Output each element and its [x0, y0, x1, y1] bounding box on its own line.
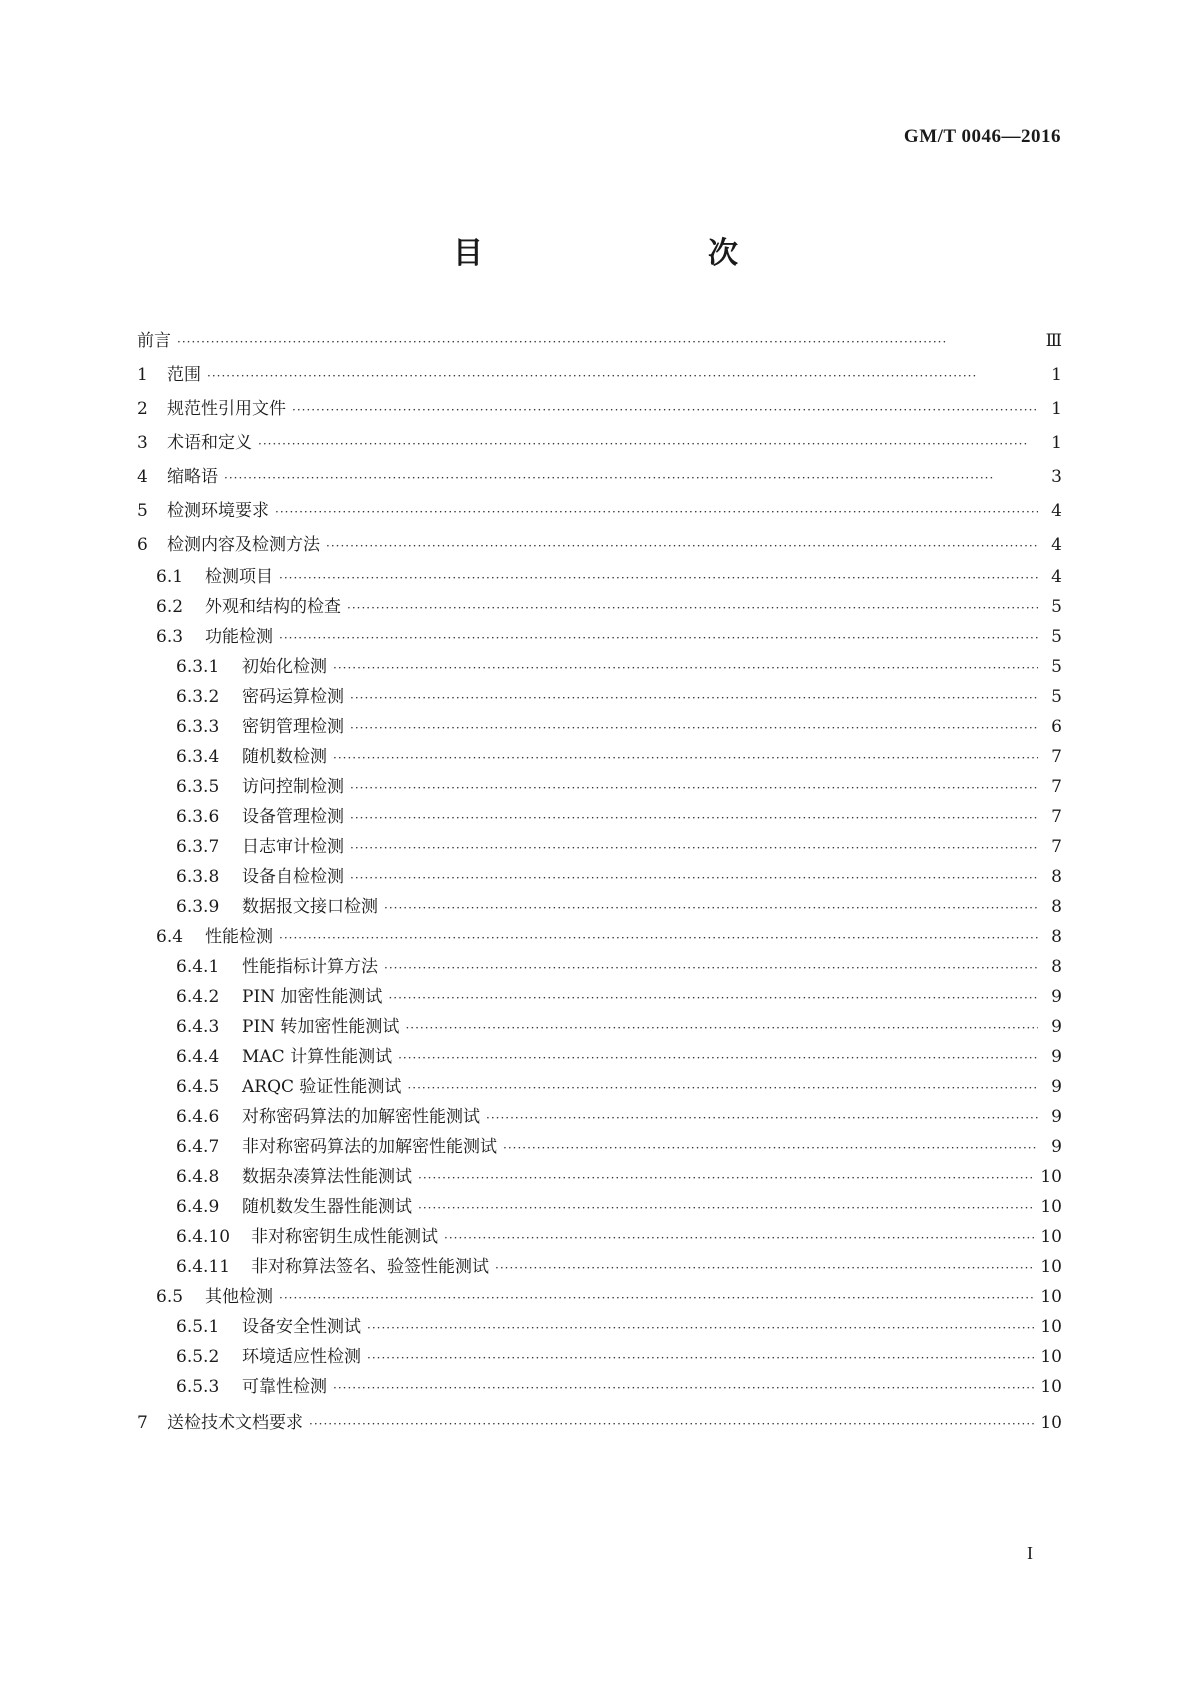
toc-entry[interactable]	[137, 712, 1062, 737]
toc-entry-label: 前言	[137, 331, 171, 351]
toc-entry-page: 8	[1051, 927, 1062, 947]
toc-entry-number: 6.4.10	[176, 1227, 231, 1247]
toc-entry[interactable]	[137, 1252, 1062, 1277]
toc-entry[interactable]	[137, 682, 1062, 707]
toc-entry-number: 6	[137, 535, 148, 555]
toc-leader-dots	[350, 781, 1038, 795]
toc-leader-dots	[275, 505, 1038, 519]
toc-entry-number: 6.3.6	[176, 807, 220, 827]
toc-entry[interactable]	[137, 742, 1062, 767]
toc-leader-dots	[384, 901, 1038, 915]
toc-entry-page: 9	[1051, 1137, 1062, 1157]
toc-leader-dots	[350, 841, 1038, 855]
toc-leader-dots	[384, 961, 1038, 975]
toc-entry-number: 6.4	[156, 927, 184, 947]
standard-code: GM/T 0046—2016	[903, 126, 1061, 147]
toc-entry-page: 10	[1040, 1287, 1062, 1307]
toc-entry-number: 6.4.3	[176, 1017, 220, 1037]
toc-entry-label: 非对称密码算法的加解密性能测试	[242, 1137, 497, 1157]
toc-entry-page: 8	[1051, 957, 1062, 977]
toc-entry-page: 8	[1051, 867, 1062, 887]
toc-entry-label: 初始化检测	[242, 657, 327, 677]
toc-leader-dots	[333, 751, 1038, 765]
toc-entry[interactable]	[137, 892, 1062, 917]
toc-entry-label: 非对称密钥生成性能测试	[251, 1227, 438, 1247]
toc-entry-page: 10	[1040, 1197, 1062, 1217]
toc-entry[interactable]	[137, 1162, 1062, 1187]
toc-entry-page: 10	[1040, 1347, 1062, 1367]
toc-entry-page: 10	[1040, 1167, 1062, 1187]
toc-leader-dots	[444, 1231, 1034, 1245]
toc-entry-page: 9	[1051, 987, 1062, 1007]
toc-entry-number: 6.4.6	[176, 1107, 220, 1127]
toc-entry-number: 6.3.3	[176, 717, 220, 737]
toc-entry-label: 环境适应性检测	[242, 1347, 361, 1367]
toc-entry-page: 10	[1040, 1317, 1062, 1337]
toc-entry-page: 9	[1051, 1047, 1062, 1067]
toc-entry-label: 检测项目	[205, 567, 273, 587]
toc-entry[interactable]	[137, 496, 1062, 521]
toc-leader-dots	[350, 721, 1038, 735]
toc-entry[interactable]	[137, 982, 1062, 1007]
toc-entry[interactable]	[137, 1372, 1062, 1397]
toc-entry[interactable]	[137, 394, 1062, 419]
toc-leader-dots	[347, 601, 1038, 615]
toc-entry-number: 1	[137, 365, 148, 385]
toc-entry-number: 6.3.8	[176, 867, 220, 887]
toc-entry-page: 1	[1051, 433, 1062, 453]
toc-entry[interactable]	[137, 1042, 1062, 1067]
toc-entry-label: 可靠性检测	[242, 1377, 327, 1397]
toc-entry[interactable]	[137, 622, 1062, 647]
toc-leader-dots	[333, 1381, 1034, 1395]
toc-entry-number: 6.3.7	[176, 837, 220, 857]
toc-entry-page: 4	[1051, 501, 1062, 521]
toc-entry-number: 6.3.1	[176, 657, 220, 677]
toc-entry-label: PIN 转加密性能测试	[242, 1017, 400, 1037]
toc-leader-dots	[279, 631, 1038, 645]
toc-entry[interactable]	[137, 1408, 1062, 1433]
toc-leader-dots	[177, 335, 1038, 349]
toc-entry-label: 检测环境要求	[167, 501, 269, 521]
toc-entry-number: 6.3.4	[176, 747, 220, 767]
toc-leader-dots	[326, 539, 1038, 553]
toc-entry-page: 10	[1040, 1257, 1062, 1277]
toc-leader-dots	[292, 403, 1038, 417]
toc-leader-dots	[405, 1021, 1038, 1035]
toc-entry-label: 随机数检测	[242, 747, 327, 767]
toc-leader-dots	[495, 1261, 1034, 1275]
toc-entry-number: 6.3.2	[176, 687, 220, 707]
toc-entry[interactable]	[137, 1132, 1062, 1157]
toc-entry-page: 9	[1051, 1017, 1062, 1037]
toc-entry-page: 3	[1051, 467, 1062, 487]
toc-entry-label: 随机数发生器性能测试	[242, 1197, 412, 1217]
toc-entry-number: 6.4.8	[176, 1167, 220, 1187]
toc-entry-label: 其他检测	[205, 1287, 273, 1307]
toc-entry-number: 6.5	[156, 1287, 184, 1307]
toc-leader-dots	[418, 1201, 1034, 1215]
toc-entry-page: 4	[1051, 535, 1062, 555]
toc-entry-page: 1	[1051, 399, 1062, 419]
page-title: 目 次	[453, 236, 793, 271]
toc-entry[interactable]	[137, 652, 1062, 677]
toc-entry-number: 6.4.4	[176, 1047, 220, 1067]
toc-entry-page: 6	[1051, 717, 1062, 737]
toc-entry-page: 7	[1051, 807, 1062, 827]
toc-entry-number: 3	[137, 433, 148, 453]
toc-entry-page: 8	[1051, 897, 1062, 917]
toc-entry[interactable]	[137, 922, 1062, 947]
toc-entry[interactable]	[137, 1072, 1062, 1097]
toc-leader-dots	[388, 991, 1038, 1005]
toc-entry-page: 5	[1051, 627, 1062, 647]
toc-entry-number: 2	[137, 399, 148, 419]
toc-entry-number: 6.4.7	[176, 1137, 220, 1157]
toc-entry-label: 术语和定义	[167, 433, 252, 453]
toc-entry-page: 7	[1051, 837, 1062, 857]
toc-entry-page: 7	[1051, 777, 1062, 797]
toc-leader-dots	[486, 1111, 1038, 1125]
toc-leader-dots	[398, 1051, 1038, 1065]
toc-entry-number: 5	[137, 501, 148, 521]
toc-entry-label: 外观和结构的检查	[205, 597, 341, 617]
toc-entry-number: 6.4.9	[176, 1197, 220, 1217]
toc-leader-dots	[418, 1171, 1034, 1185]
toc-entry[interactable]	[137, 462, 1062, 487]
toc-entry-number: 6.4.2	[176, 987, 220, 1007]
page-number: I	[1027, 1543, 1033, 1563]
toc-entry-number: 6.5.3	[176, 1377, 220, 1397]
toc-entry-number: 6.4.5	[176, 1077, 220, 1097]
toc-leader-dots	[224, 471, 1038, 485]
toc-entry[interactable]	[137, 1102, 1062, 1127]
toc-entry-label: ARQC 验证性能测试	[242, 1077, 402, 1097]
toc-leader-dots	[407, 1081, 1038, 1095]
toc-leader-dots	[350, 871, 1038, 885]
toc-entry-number: 6.5.1	[176, 1317, 220, 1337]
toc-leader-dots	[503, 1141, 1038, 1155]
toc-leader-dots	[350, 811, 1038, 825]
toc-entry[interactable]	[137, 1192, 1062, 1217]
toc-entry[interactable]	[137, 952, 1062, 977]
toc-leader-dots	[279, 1291, 1034, 1305]
toc-entry-label: 密码运算检测	[242, 687, 344, 707]
toc-entry[interactable]	[137, 1342, 1062, 1367]
toc-entry-page: 1	[1051, 365, 1062, 385]
toc-entry-page: 10	[1040, 1377, 1062, 1397]
toc-entry-label: 设备管理检测	[242, 807, 344, 827]
toc-entry-number: 6.3	[156, 627, 184, 647]
toc-entry[interactable]	[137, 562, 1062, 587]
toc-entry[interactable]	[137, 832, 1062, 857]
toc-entry-label: 送检技术文档要求	[167, 1413, 303, 1433]
toc-entry[interactable]	[137, 1282, 1062, 1307]
toc-entry-number: 6.4.11	[176, 1257, 231, 1277]
toc-entry-label: 非对称算法签名、验签性能测试	[251, 1257, 489, 1277]
toc-entry-label: 缩略语	[167, 467, 218, 487]
toc-entry[interactable]	[137, 772, 1062, 797]
toc-entry-number: 6.3.5	[176, 777, 220, 797]
toc-entry-page: 5	[1051, 687, 1062, 707]
toc-entry-label: 数据杂凑算法性能测试	[242, 1167, 412, 1187]
toc-entry-label: 检测内容及检测方法	[167, 535, 320, 555]
toc-entry-number: 7	[137, 1413, 148, 1433]
toc-entry[interactable]	[137, 592, 1062, 617]
toc-leader-dots	[207, 369, 1038, 383]
toc-entry-page: 9	[1051, 1077, 1062, 1097]
toc-entry-label: 性能检测	[205, 927, 273, 947]
toc-entry-label: 性能指标计算方法	[242, 957, 378, 977]
toc-entry-page: 5	[1051, 657, 1062, 677]
toc-entry-number: 6.5.2	[176, 1347, 220, 1367]
toc-entry[interactable]	[137, 530, 1062, 555]
toc-entry[interactable]	[137, 326, 1062, 351]
toc-entry-page: 10	[1040, 1227, 1062, 1247]
toc-entry[interactable]	[137, 428, 1062, 453]
toc-entry-number: 6.4.1	[176, 957, 220, 977]
toc-entry-label: MAC 计算性能测试	[242, 1047, 393, 1067]
toc-entry-number: 6.3.9	[176, 897, 220, 917]
toc-entry-page: 9	[1051, 1107, 1062, 1127]
toc-entry-label: 规范性引用文件	[167, 399, 286, 419]
toc-entry-number: 6.2	[156, 597, 184, 617]
toc-entry-page: 10	[1040, 1413, 1062, 1433]
toc-entry-label: 日志审计检测	[242, 837, 344, 857]
toc-entry-label: 设备安全性测试	[242, 1317, 361, 1337]
toc-leader-dots	[309, 1417, 1034, 1431]
toc-entry-page: 7	[1051, 747, 1062, 767]
toc-entry-label: 对称密码算法的加解密性能测试	[242, 1107, 480, 1127]
toc-entry[interactable]	[137, 1312, 1062, 1337]
toc-leader-dots	[367, 1321, 1034, 1335]
toc-entry-page: Ⅲ	[1045, 331, 1062, 351]
toc-entry[interactable]	[137, 862, 1062, 887]
toc-leader-dots	[279, 571, 1038, 585]
toc-leader-dots	[350, 691, 1038, 705]
toc-entry-page: 4	[1051, 567, 1062, 587]
toc-leader-dots	[333, 661, 1038, 675]
toc-entry-label: 密钥管理检测	[242, 717, 344, 737]
toc-entry-label: PIN 加密性能测试	[242, 987, 383, 1007]
toc-entry[interactable]	[137, 360, 1062, 385]
toc-entry-label: 设备自检检测	[242, 867, 344, 887]
toc-leader-dots	[367, 1351, 1034, 1365]
toc-entry-label: 数据报文接口检测	[242, 897, 378, 917]
toc-entry-label: 范围	[167, 365, 201, 385]
toc-entry-label: 访问控制检测	[242, 777, 344, 797]
toc-entry-label: 功能检测	[205, 627, 273, 647]
toc-entry[interactable]	[137, 1222, 1062, 1247]
toc-entry-number: 6.1	[156, 567, 184, 587]
toc-entry-number: 4	[137, 467, 148, 487]
toc-leader-dots	[279, 931, 1038, 945]
toc-entry[interactable]	[137, 1012, 1062, 1037]
toc-entry[interactable]	[137, 802, 1062, 827]
toc-entry-page: 5	[1051, 597, 1062, 617]
toc-leader-dots	[258, 437, 1038, 451]
